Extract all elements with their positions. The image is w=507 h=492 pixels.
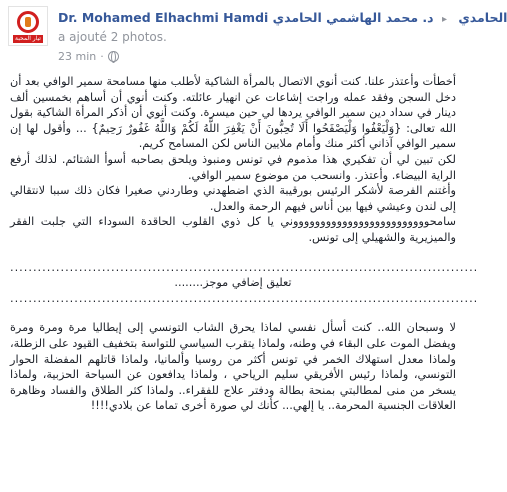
- separator-dots-bottom: ......................................................................................................: [10, 291, 479, 305]
- post-action: a ajouté 2 photos.: [58, 30, 167, 44]
- paragraph-4: سامحوووووووووووووووووووووووووني يا كل ذوي القلوب الحاقدة السوداء التي جلبت الفقر والميزيرية والشهيلي إلى تونس.: [10, 215, 456, 244]
- comment-label: تعليق إضافي موجز........: [174, 276, 292, 290]
- logo-icon: [17, 11, 39, 33]
- author-arabic-name[interactable]: الحامدي: [458, 10, 507, 25]
- post-time[interactable]: 23 min: [58, 50, 97, 63]
- post-header: [8, 6, 507, 66]
- globe-icon: [108, 51, 119, 62]
- avatar-tag: تيار المحبة: [13, 35, 43, 43]
- avatar[interactable]: [8, 6, 48, 46]
- separator-dots-top: ......................................................................................................: [10, 260, 479, 274]
- author-line: [58, 10, 507, 25]
- paragraph-5: لا وسبحان الله.. كنت أسأل نفسي لماذا يحرق الشاب التونسي إلى إيطاليا مرة ومرة ومرة ويفضل الموت على البقاء في وطنه، ولماذا يتقرب السياسي للتواسة بتخفيف القيود على الزطلة، ولماذا معدل استهلاك الخمر في تونس أكثر من روسيا وألمانيا، ولماذا قاتلهم المفضلة الحوار التونسي، ولماذا رئيس الأفريقي سليم الرياحي ، ولماذا يدافعون عن السياحة الحزبية، ولماذا يسخر من منى لمطالبتي بمنحة بطالة ودفتر علاج للفقراء.. ولماذا كثر الطلاق والفساد وظاهرة العلاقات الجنسية المحرمة.. يا إلهي... كأنك لي صورة أخرى تماما عن بلادي!!!!: [10, 321, 456, 413]
- shared-to-name[interactable]: د. محمد الهاشمي الحامدي: [272, 10, 434, 25]
- share-arrow-icon: ▸: [441, 14, 447, 25]
- post-body: [10, 74, 479, 414]
- author-name-link[interactable]: Dr. Mohamed Elhachmi Hamdi: [58, 10, 269, 25]
- paragraph-3: وأغتنم الفرصة لأشكر الرئيس بورقيبة الذي اضطهدني وطاردني صغيرا فكان ذلك سببا لانتقالي إلى لندن وعيشي فيها بين أناس فيهم الرحمة والعدل.: [10, 184, 456, 213]
- paragraph-1: أخطأت وأعتذر علنا. كنت أنوي الاتصال بالمرأة الشاكية لأطلب منها مسامحة سمير الوافي بعد أن دخل السجن وفقد عمله وراجت إشاعات عن انهيار عائلته. وكنت أنوي أن أساهم بخمسين ألف دينار في سداد دين سمير الوافي يردها لي حين ميسرة. وكنت أنوي أن أذكر المرأة الشاكية بقول الله تعالى: {وَلْيَعْفُوا وَلْيَصْفَحُوا أَلَا تُحِبُّونَ أَنْ يَغْفِرَ اللَّهُ لَكُمْ وَاللَّهُ غَفُورٌ رَحِيمٌ} ... وأقول لها إن سمير الوافي آذاني أكثر منك وأمام ملايين الناس لكن المسامح كريم.: [10, 75, 456, 151]
- post-meta: 23 min ·: [58, 50, 119, 63]
- paragraph-2: لكن تبين لي أن تفكيري هذا مذموم في تونس ومنبوذ ويلحق بصاحبه أسوأ الشتائم. لذلك أرفع الراية البيضاء. وأعتذر. وانسحب من موضوع سمير الوافي.: [10, 152, 456, 182]
